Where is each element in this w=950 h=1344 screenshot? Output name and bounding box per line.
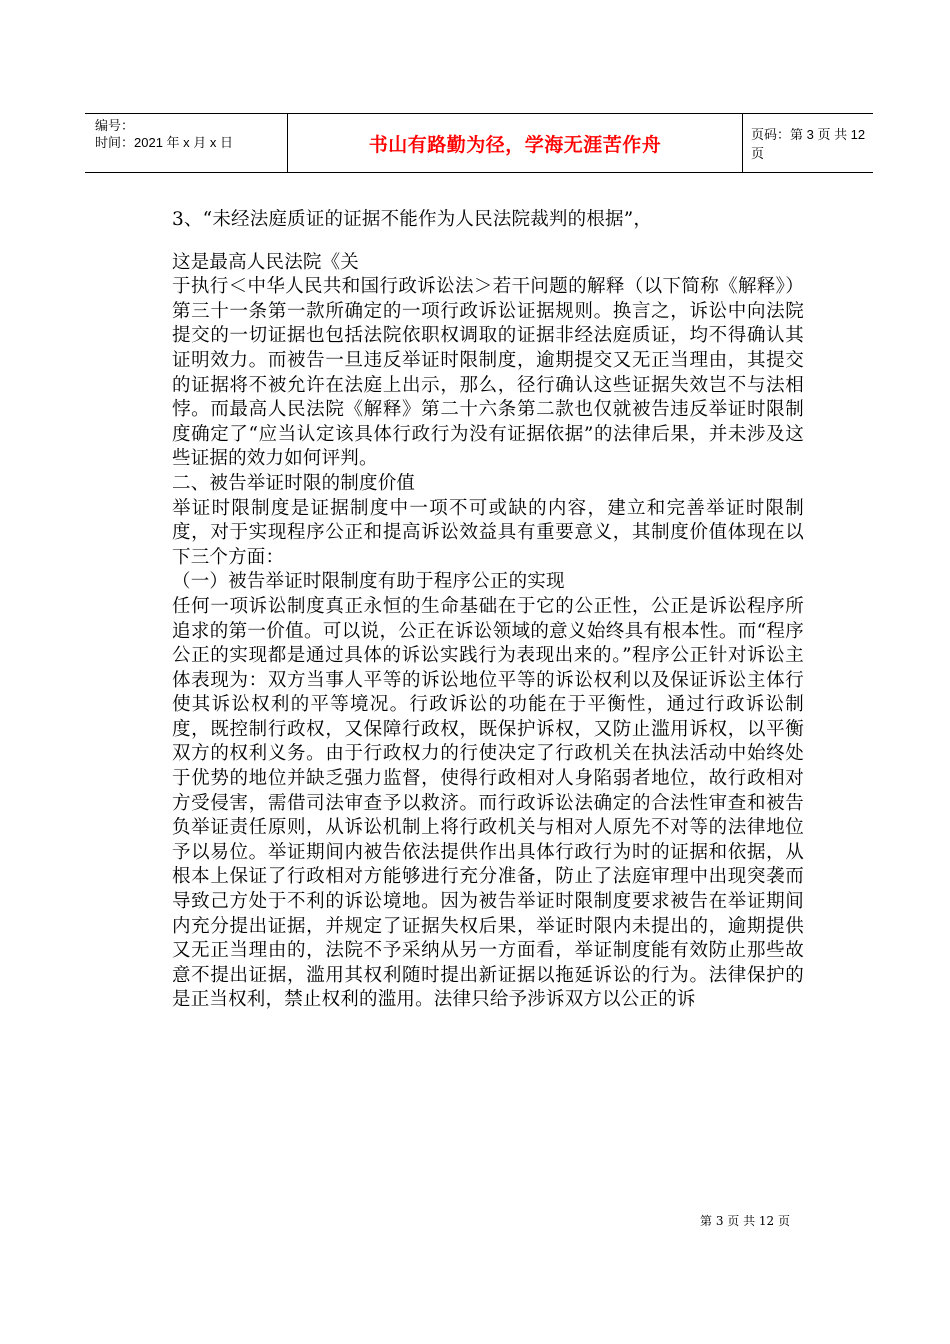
header-page-number: 页码：第 3 页 共 12 页 xyxy=(751,127,866,161)
paragraph-interpretation: 于执行＜中华人民共和国行政诉讼法＞若干问题的解释（以下简称《解释》）第三十一条第一款所确定的一项行政诉讼证据规则。换言之，诉讼中向法院提交的一切证据也包括法院依职权调取的证据非经法庭质证，均不得确认其证明效力。而被告一旦违反举证时限制度，逾期提交又无正当理由，其提交的证据将不被允许在法庭上出示，那么，径行确认这些证据失效岂不与法相悖。而最高人民法院《解释》第二十六条第二款也仅就被告违反举证时限制度确定了“应当认定该具体行政行为没有证据依据”的法律后果，并未涉及这些证据的效力如何评判。 xyxy=(172,276,804,470)
document-date-label: 时间：2021 年 x 月 x 日 xyxy=(95,135,233,150)
subsection-heading-procedural-justice: （一）被告举证时限制度有助于程序公正的实现 xyxy=(172,571,565,593)
header-motto: 书山有路勤为径，学海无涯苦作舟 xyxy=(287,114,743,172)
document-number-label: 编号： xyxy=(95,118,135,133)
paragraph-procedural-justice: 任何一项诉讼制度真正永恒的生命基础在于它的公正性，公正是诉讼程序所追求的第一价值。可以说，公正在诉讼领域的意义始终具有根本性。而“程序公正的实现都是通过具体的诉讼实践行为表现出来的。”程序公正针对诉讼主体表现为：双方当事人平等的诉讼地位平等的诉讼权利以及保证诉讼主体行使其诉讼权利的平等境况。行政诉讼的功能在于平衡性，通过行政诉讼制度，既控制行政权，又保障行政权，既保护诉权，又防止滥用诉权，以平衡双方的权利义务。由于行政权力的行使决定了行政机关在执法活动中始终处于优势的地位并缺乏强力监督，使得行政相对人身陷弱者地位，故行政相对方受侵害，需借司法审查予以救济。而行政诉讼法确定的合法性审查和被告负举证责任原则，从诉讼机制上将行政机关与相对人原先不对等的法律地位予以易位。举证期间内被告依法提供作出具体行政行为时的证据和依据，从根本上保证了行政相对方能够进行充分准备，防止了法庭审理中出现突袭而导致己方处于不利的诉讼境地。因为被告举证时限制度要求被告在举证期间内充分提出证据，并规定了证据失权后果，举证时限内未提出的，逾期提供又无正当理由的，法院不予采纳从另一方面看，举证制度能有效防止那些故意不提出证据，滥用其权利随时提出新证据以拖延诉讼的行为。法律保护的是正当权利，禁止权利的滥用。法律只给予涉诉双方以公正的诉 xyxy=(172,595,804,1011)
document-body xyxy=(172,200,804,1013)
page-footer: 第 3 页 共 12 页 xyxy=(700,1214,790,1228)
page-header xyxy=(85,113,873,173)
section-heading-institutional-value: 二、被告举证时限的制度价值 xyxy=(172,472,416,494)
paragraph-time-limit-intro: 举证时限制度是证据制度中一项不可或缺的内容，建立和完善举证时限制度，对于实现程序公正和提高诉讼效益具有重要意义，其制度价值体现在以下三个方面： xyxy=(172,497,804,568)
paragraph-rule-heading: 3、“未经法庭质证的证据不能作为人民法院裁判的根据”， xyxy=(172,209,653,230)
paragraph-fragment: 这是最高人民法院《关 xyxy=(172,251,360,273)
header-meta xyxy=(85,114,287,172)
